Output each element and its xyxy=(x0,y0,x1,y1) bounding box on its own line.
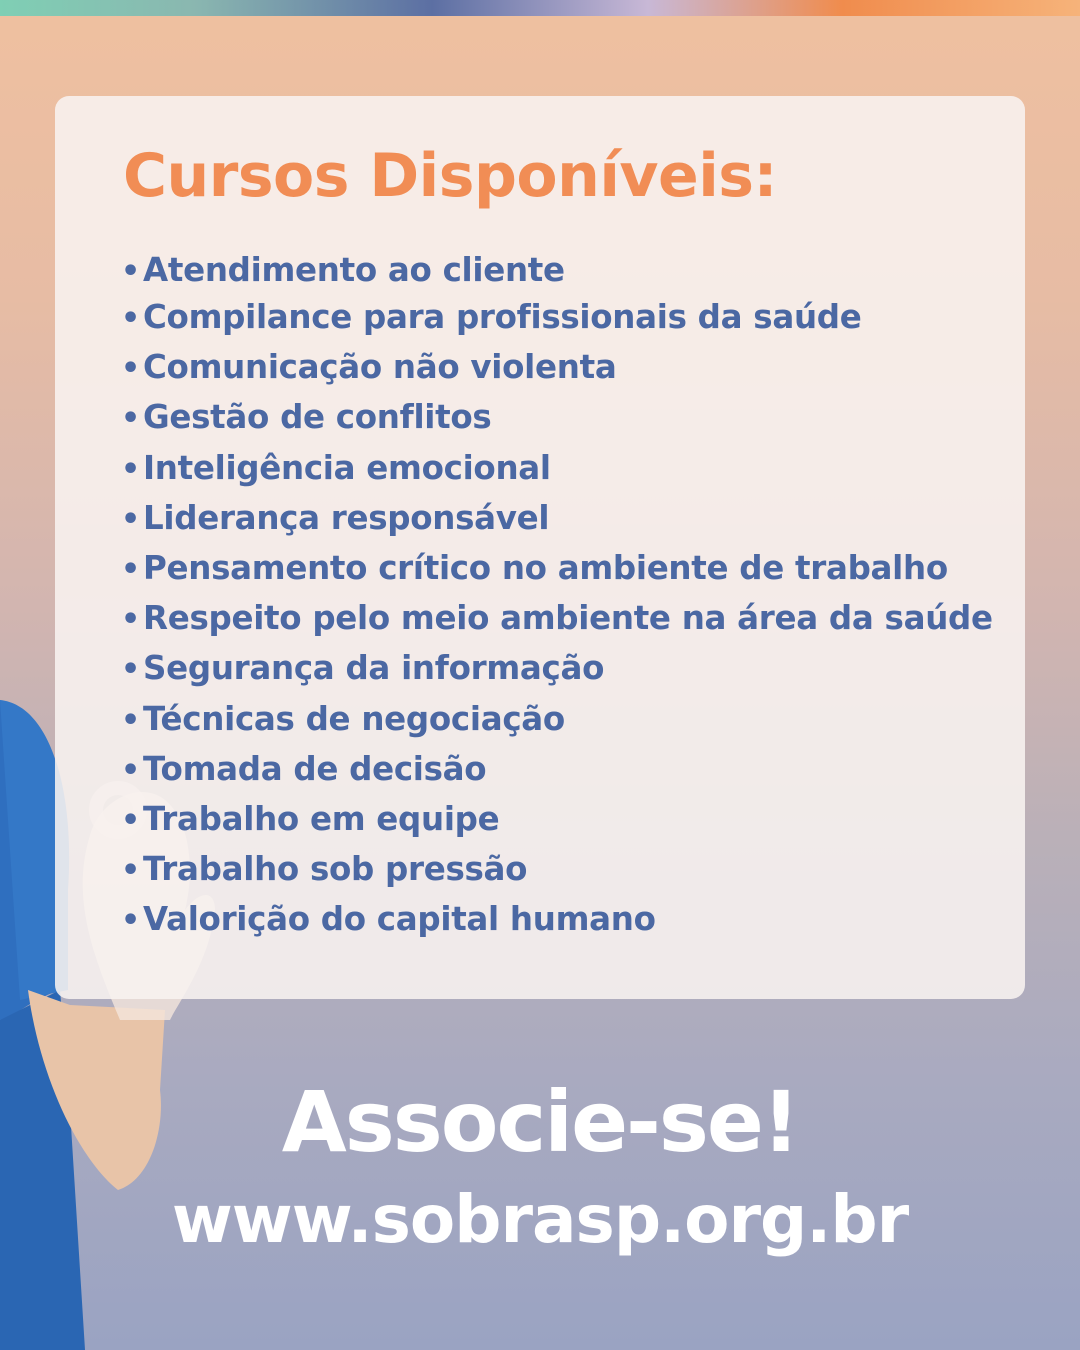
course-label: Gestão de conflitos xyxy=(143,398,492,437)
course-label: Tomada de decisão xyxy=(143,749,487,788)
bullet-icon: • xyxy=(121,501,140,537)
list-item xyxy=(121,342,993,392)
course-label: Liderança responsável xyxy=(143,498,550,537)
bullet-icon: • xyxy=(121,301,140,336)
courses-card xyxy=(55,96,1025,999)
list-item xyxy=(121,643,993,693)
top-gradient-stripe xyxy=(0,0,1080,16)
course-label: Atendimento ao cliente xyxy=(143,251,565,289)
course-label: Técnicas de negociação xyxy=(143,699,565,738)
list-item xyxy=(121,543,993,593)
list-item xyxy=(121,392,993,442)
website-url[interactable]: www.sobrasp.org.br xyxy=(171,1181,909,1258)
list-item xyxy=(121,248,993,292)
course-label: Compilance para profissionais da saúde xyxy=(143,298,862,336)
cta-headline: Associe-se! xyxy=(281,1073,799,1171)
bullet-icon: • xyxy=(121,401,140,437)
list-item xyxy=(121,844,993,894)
bullet-icon: • xyxy=(121,351,140,387)
list-item xyxy=(121,292,993,342)
bullet-icon: • xyxy=(121,451,140,487)
course-label: Respeito pelo meio ambiente na área da saúde xyxy=(143,599,993,638)
bullet-icon: • xyxy=(121,802,140,838)
bullet-icon: • xyxy=(121,903,140,939)
list-item xyxy=(121,493,993,543)
card-title: Cursos Disponíveis: xyxy=(123,141,777,211)
list-item xyxy=(121,894,993,944)
course-list xyxy=(121,248,993,944)
bullet-icon: • xyxy=(121,551,140,587)
bullet-icon: • xyxy=(121,853,140,889)
list-item xyxy=(121,744,993,794)
list-item xyxy=(121,694,993,744)
list-item xyxy=(121,593,993,643)
course-label: Segurança da informação xyxy=(143,649,605,688)
bullet-icon: • xyxy=(121,602,140,638)
bullet-icon: • xyxy=(121,752,140,788)
bullet-icon: • xyxy=(121,254,140,289)
course-label: Trabalho sob pressão xyxy=(143,850,528,889)
list-item xyxy=(121,794,993,844)
course-label: Inteligência emocional xyxy=(143,448,551,487)
course-label: Comunicação não violenta xyxy=(143,348,617,387)
course-label: Pensamento crítico no ambiente de trabalho xyxy=(143,548,948,587)
course-label: Trabalho em equipe xyxy=(143,799,500,838)
list-item xyxy=(121,443,993,493)
bullet-icon: • xyxy=(121,702,140,738)
course-label: Valorição do capital humano xyxy=(143,900,656,939)
bullet-icon: • xyxy=(121,652,140,688)
